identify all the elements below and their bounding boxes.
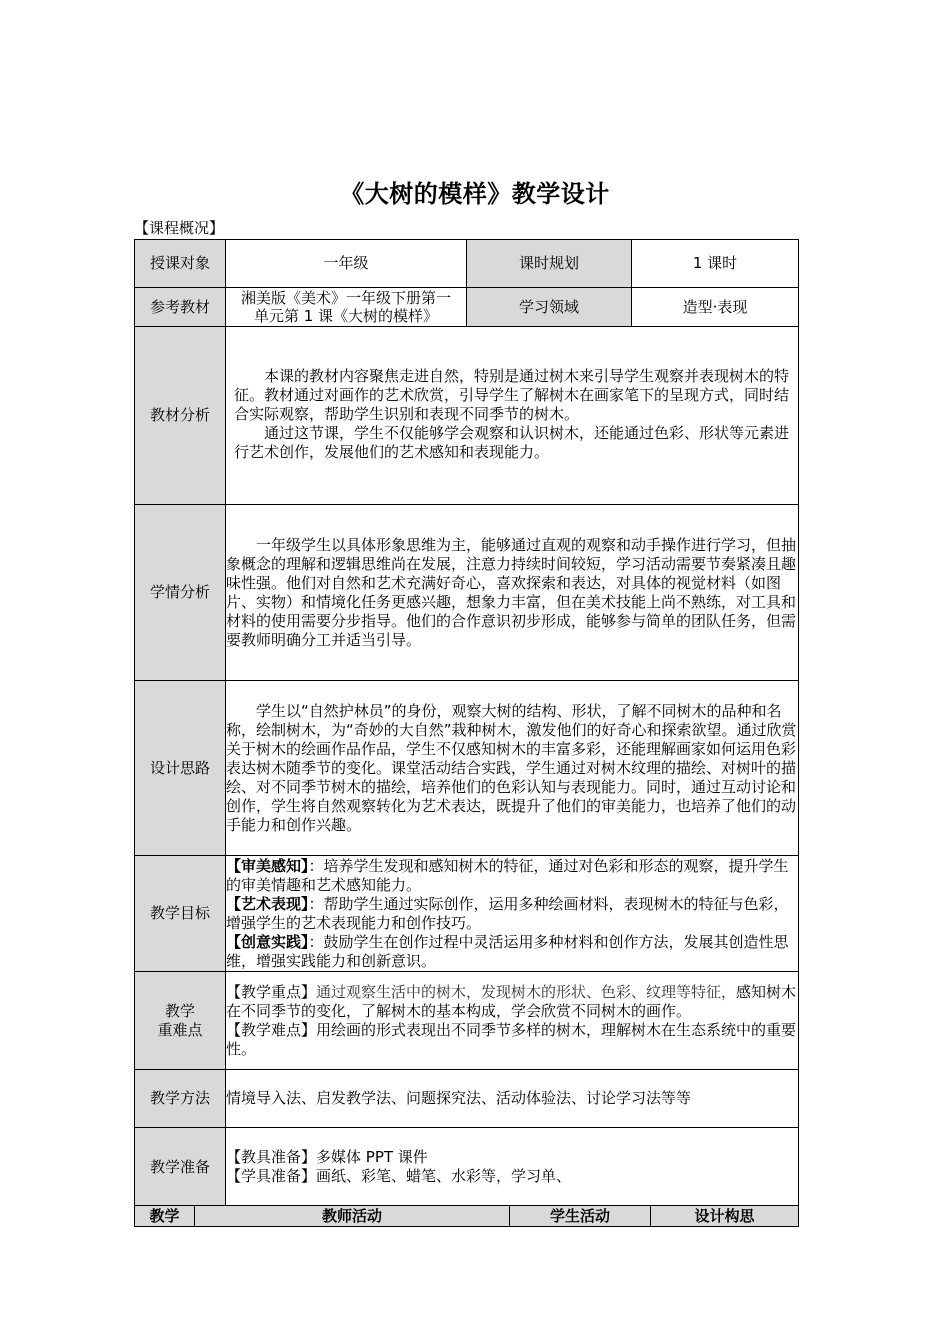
header-teaching: 教学: [135, 1206, 195, 1227]
row-goals: [135, 856, 799, 972]
methods-label: 教学方法: [135, 1070, 226, 1128]
hours-label: 课时规划: [467, 240, 632, 288]
design-idea-content: [226, 681, 799, 856]
row-textbook: [135, 288, 799, 327]
material-analysis-label: 教材分析: [135, 327, 226, 505]
goal-item: [226, 895, 798, 933]
row-material-analysis: [135, 327, 799, 505]
preparation-teacher: 【教具准备】多媒体 PPT 课件: [226, 1148, 428, 1166]
goal-item: [226, 933, 798, 971]
section-label: 【课程概况】: [134, 219, 225, 237]
student-analysis-para: 一年级学生以具体形象思维为主，能够通过直观的观察和动手操作进行学习，但抽象概念的理解和逻辑思维尚在发展，注意力持续时间较短，学习活动需要节奏紧凑且趣味性强。他们对自然和艺术充满好奇心，喜欢探索和表达，对具体的视觉材料（如图片、实物）和情境化任务更感兴趣，想象力丰富，但在美术技能上尚不熟练，对工具和材料的使用需要分步指导。他们的合作意识初步形成，能够参与简单的团队任务，但需要教师明确分工并适当引导。: [226, 535, 797, 649]
goals-content: [226, 856, 799, 972]
textbook-label: 参考教材: [135, 288, 226, 327]
preparation-content: [226, 1128, 799, 1207]
goal-tag: 【创意实践】: [226, 932, 309, 951]
preparation-label: 教学准备: [135, 1128, 226, 1207]
student-analysis-content: [226, 505, 799, 681]
key-text: 感知树木在不同季节的变化，了解树木的基本构成，学会欣赏不同树木的画作。: [226, 982, 797, 1020]
header-student-activity: 学生活动: [510, 1206, 651, 1227]
page-title: 《大树的模样》教学设计: [340, 180, 610, 208]
difficult-point-item: [226, 1021, 798, 1059]
key-text-light: 通过观察生活中的树木，发现树木的形状、色彩、纹理等特征，: [316, 982, 737, 1001]
design-idea-para: 学生以“自然护林员”的身份，观察大树的结构、形状，了解不同树木的品种和名称，绘制树木，为“奇妙的大自然”栽种树木，激发他们的好奇心和探索欲望。通过欣赏关于树木的绘画作品作品，学生不仅感知树木的丰富多彩，还能理解画家如何运用色彩表达树木随季节的变化。课堂活动结合实践，学生通过对树木纹理的描绘、对树叶的描绘、对不同季节树木的描绘，培养他们的色彩认知与表现能力。同时，通过互动讨论和创作，学生将自然观察转化为艺术表达，既提升了他们的审美能力，也培养了他们的动手能力和创作兴趣。: [226, 701, 797, 834]
material-analysis-content: [226, 327, 799, 505]
key-points-label-line2: 重难点: [157, 1020, 203, 1039]
key-point-item: [226, 983, 798, 1021]
textbook-value: 湘美版《美术》一年级下册第一单元第 1 课《大树的模样》: [226, 288, 467, 327]
key-points-label: [135, 972, 226, 1070]
goal-tag: 【审美感知】: [226, 856, 309, 875]
activity-header-table: [134, 1205, 799, 1227]
design-idea-label: 设计思路: [135, 681, 226, 856]
row-preparation: [135, 1128, 799, 1207]
activity-header-row: [135, 1206, 799, 1227]
material-analysis-para-2: 通过这节课，学生不仅能够学会观察和认识树木，还能通过色彩、形状等元素进行艺术创作，发展他们的艺术感知和表现能力。: [234, 424, 790, 461]
goal-text: ：帮助学生通过实际创作，运用多种绘画材料，表现树木的特征与色彩，增强学生的艺术表现能力和创作技巧。: [226, 894, 789, 932]
audience-value: 一年级: [226, 240, 467, 288]
student-analysis-label: 学情分析: [135, 505, 226, 681]
preparation-student: 【学具准备】画纸、彩笔、蜡笔、水彩等，学习单、: [226, 1167, 572, 1185]
difficult-text: 用绘画的形式表现出不同季节多样的树木，理解树木在生态系统中的重要性。: [226, 1020, 797, 1058]
key-points-label-line1: 教学: [164, 1001, 195, 1020]
material-analysis-para-1: 本课的教材内容聚焦走进自然，特别是通过树木来引导学生观察并表现树木的特征。教材通过对画作的艺术欣赏，引导学生了解树木在画家笔下的呈现方式，同时结合实际观察，帮助学生识别和表现不同季节的树木。: [234, 367, 790, 423]
header-design-concept: 设计构思: [651, 1206, 799, 1227]
goal-item: [226, 857, 798, 895]
header-teacher-activity: 教师活动: [195, 1206, 510, 1227]
goal-text: ：培养学生发现和感知树木的特征，通过对色彩和形态的观察，提升学生的审美情趣和艺术感知能力。: [226, 856, 789, 894]
overview-table: [134, 239, 799, 1207]
domain-value: 造型·表现: [632, 288, 799, 327]
domain-label: 学习领域: [467, 288, 632, 327]
methods-value: 情境导入法、启发教学法、问题探究法、活动体验法、讨论学习法等等: [226, 1070, 799, 1128]
row-design-idea: [135, 681, 799, 856]
goal-tag: 【艺术表现】: [226, 894, 309, 913]
goal-text: ：鼓励学生在创作过程中灵活运用多种材料和创作方法，发展其创造性思维，增强实践能力和创新意识。: [226, 932, 789, 970]
row-student-analysis: [135, 505, 799, 681]
row-methods: [135, 1070, 799, 1128]
key-tag: 【教学重点】: [226, 982, 317, 1001]
row-key-points: [135, 972, 799, 1070]
audience-label: 授课对象: [135, 240, 226, 288]
hours-value: 1 课时: [632, 240, 799, 288]
goals-label: 教学目标: [135, 856, 226, 972]
difficult-tag: 【教学难点】: [226, 1020, 317, 1039]
key-points-content: [226, 972, 799, 1070]
row-audience: [135, 240, 799, 288]
